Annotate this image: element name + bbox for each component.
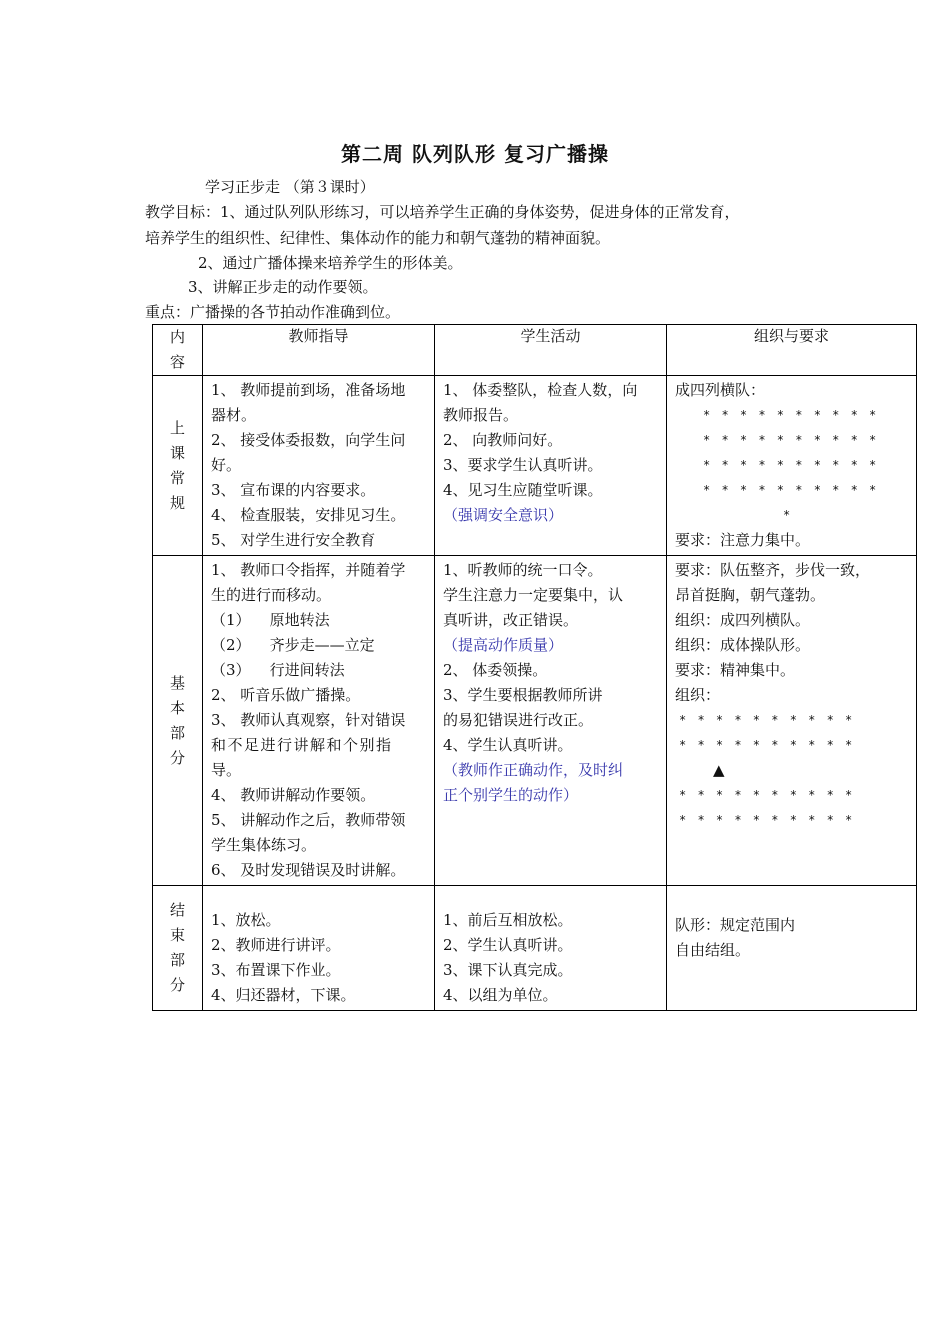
student-cell: 1、听教师的统一口令。 学生注意力一定要集中，认 真听讲，改正错误。 （提高动作质量） 2、 体委领操。 3、学生要根据教师所讲 的易犯错误进行改正。 4、学生认真听讲。 （教师作正确动作，及时纠 正个别学生的动作） (435, 556, 667, 886)
formation-row: * * * * * * * * * * (679, 738, 855, 752)
focus-line: 重点：广播操的各节拍动作准确到位。 (145, 303, 401, 321)
formation-row: * * * * * * * * * * (703, 433, 879, 447)
student-note: （教师作正确动作，及时纠 (443, 761, 624, 779)
teacher-cell: 1、 教师口令指挥，并随着学 生的进行而移动。 （1） 原地转法 （2） 齐步走——立定 （3） 行进间转法 2、 听音乐做广播操。 3、 教师认真观察，针对错误 和不足进行讲解和个别指 导。 4、 教师讲解动作要领。 5、 讲解动作之后，教师带领 学生集体练习。 6、 及时发现错误及时讲解。 (203, 556, 435, 886)
teacher-position-star: * (783, 508, 793, 522)
header-content: 内 容 (153, 325, 203, 376)
row-label: 结 束 部 分 (153, 886, 203, 1011)
teacher-cell: 1、放松。 2、教师进行讲评。 3、布置课下作业。 4、归还器材，下课。 (203, 886, 435, 1011)
formation-row: * * * * * * * * * * (679, 788, 855, 802)
organize-cell: 要求：队伍整齐，步伐一致， 昂首挺胸，朝气蓬勃。 组织：成四列横队。 组织：成体操队形。 要求：精神集中。 组织： * * * * * * * * * * * * * * * * * * * * ▲ * * * * * * * * * * * * * * * * * * * * (667, 556, 917, 886)
formation-row: * * * * * * * * * * (703, 408, 879, 422)
header-organize: 组织与要求 (667, 325, 917, 376)
row-label: 上 课 常 规 (153, 376, 203, 556)
objective-line-1: 教学目标：1、通过队列队形练习，可以培养学生正确的身体姿势，促进身体的正常发育， (145, 203, 740, 221)
header-student: 学生活动 (435, 325, 667, 376)
teacher-marker-icon: ▲ (713, 761, 725, 779)
organize-cell: 队形：规定范围内 自由结组。 (667, 886, 917, 1011)
subtitle: 学习正步走 （第３课时） (205, 178, 375, 196)
teacher-cell: 1、 教师提前到场，准备场地 器材。 2、 接受体委报数，向学生问 好。 3、 宣布课的内容要求。 4、 检查服装，安排见习生。 5、 对学生进行安全教育 (203, 376, 435, 556)
objective-line-2: 培养学生的组织性、纪律性、集体动作的能力和朝气蓬勃的精神面貌。 (145, 229, 611, 247)
header-teacher: 教师指导 (203, 325, 435, 376)
student-note: （提高动作质量） (443, 636, 564, 654)
formation-row: * * * * * * * * * * (679, 713, 855, 727)
page-title: 第二周 队列队形 复习广播操 (341, 142, 609, 166)
row-label: 基 本 部 分 (153, 556, 203, 886)
student-cell: 1、前后互相放松。 2、学生认真听讲。 3、课下认真完成。 4、以组为单位。 (435, 886, 667, 1011)
formation-row: * * * * * * * * * * (703, 483, 879, 497)
organize-cell: 成四列横队： * * * * * * * * * * * * * * * * * * * * * * * * * * * * * * * * * * * * * * * * * 要求：注意力集中。 (667, 376, 917, 556)
student-note: （强调安全意识） (443, 506, 564, 524)
table-row (153, 376, 917, 556)
table-row (153, 556, 917, 886)
formation-row: * * * * * * * * * * (679, 813, 855, 827)
formation-row: * * * * * * * * * * (703, 458, 879, 472)
objective-line-3: 2、通过广播体操来培养学生的形体美。 (198, 254, 463, 272)
objective-line-4: 3、讲解正步走的动作要领。 (188, 278, 378, 296)
student-cell: 1、 体委整队，检查人数，向 教师报告。 2、 向教师问好。 3、要求学生认真听讲。 4、见习生应随堂听课。 （强调安全意识） (435, 376, 667, 556)
table-row (153, 886, 917, 1011)
lesson-plan-table (152, 324, 917, 1011)
table-header-row (153, 325, 917, 376)
student-note: 正个别学生的动作） (443, 786, 579, 804)
